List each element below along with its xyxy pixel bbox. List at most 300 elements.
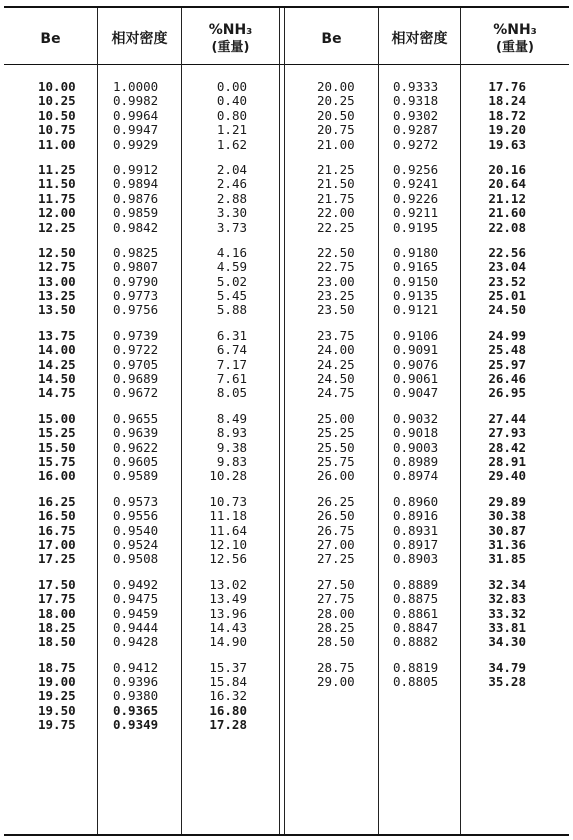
be-cell: 28.50 [317,634,355,650]
row-group [38,329,76,401]
be-cell: 26.75 [317,522,355,538]
nh3-cell: 25.48 [488,342,526,358]
density-cell: 0.9135 [393,288,439,304]
density-cell: 0.9947 [113,122,159,138]
row-group [317,412,355,484]
be-cell: 17.00 [38,536,76,552]
be-cell: 13.25 [38,288,76,304]
be-cell: 28.25 [317,619,355,635]
density-cell: 0.9333 [393,79,439,94]
be-cell: 21.50 [317,176,355,192]
nh3-cell: 6.74 [216,342,247,358]
row-group [207,578,247,650]
header-density-left [98,22,181,56]
nh3-cell: 23.52 [488,273,526,289]
nh3-cell: 19.20 [488,122,526,138]
nh3-cell: 34.79 [488,659,526,675]
header-nh3-line2: (重量) [211,40,250,55]
nh3-cell: 5.45 [216,288,247,304]
row-group [207,329,247,401]
density-cell: 0.9672 [113,385,159,401]
row-group [317,495,355,567]
row-group [486,495,526,567]
be-cell: 11.75 [38,190,76,206]
nh3-cell: 11.64 [209,522,247,538]
density-cell: 0.9475 [113,591,159,607]
density-cell: 0.9773 [113,288,159,304]
nh3-cell: 5.02 [216,273,247,289]
column-nh3-left [207,80,247,744]
nh3-cell: 31.85 [488,551,526,567]
row-group [113,495,158,567]
row-group [393,495,438,567]
row-group [486,80,526,152]
be-cell: 18.75 [38,659,76,675]
header-nh3-line2: (重量) [496,40,534,55]
density-cell: 0.9032 [393,410,439,426]
nh3-cell: 24.99 [488,327,526,343]
header-be-left [4,22,97,56]
be-cell: 27.00 [317,536,355,552]
density-cell: 0.8931 [393,522,439,538]
be-cell: 20.50 [317,107,355,123]
row-group [38,495,76,567]
header-nh3-right [461,22,569,56]
density-cell: 0.9859 [113,205,159,221]
be-cell: 17.50 [38,576,76,592]
be-cell: 15.75 [38,453,76,469]
nh3-cell: 29.89 [488,493,526,509]
nh3-cell: 28.91 [488,453,526,469]
header-be-label: Be [321,30,342,47]
nh3-cell: 35.28 [488,674,526,690]
nh3-cell: 12.10 [209,536,247,552]
nh3-cell: 3.30 [216,205,247,221]
be-cell: 18.25 [38,619,76,635]
nh3-cell: 8.93 [216,425,247,441]
nh3-cell: 21.60 [488,205,526,221]
density-cell: 0.9459 [113,605,159,621]
density-cell: 0.9091 [393,342,439,358]
be-cell: 15.00 [38,410,76,426]
nh3-cell: 1.62 [216,136,247,152]
density-cell: 1.0000 [113,79,159,94]
density-cell: 0.8903 [393,551,439,567]
divider-left-2 [181,8,182,834]
density-cell: 0.9318 [393,93,439,109]
be-cell: 24.00 [317,342,355,358]
nh3-cell: 31.36 [488,536,526,552]
be-cell: 13.50 [38,302,76,318]
be-cell: 15.25 [38,425,76,441]
be-cell: 25.75 [317,453,355,469]
nh3-cell: 15.84 [209,674,247,690]
row-group [207,412,247,484]
nh3-cell: 34.30 [488,634,526,650]
density-cell: 0.9121 [393,302,439,318]
density-cell: 0.8974 [393,468,439,484]
density-cell: 0.8960 [393,493,439,509]
density-cell: 0.9790 [113,273,159,289]
nh3-cell: 14.90 [209,634,247,650]
nh3-cell: 25.97 [488,356,526,372]
nh3-cell: 2.88 [216,190,247,206]
center-divider-a [279,8,280,834]
row-group [38,578,76,650]
be-cell: 23.00 [317,273,355,289]
nh3-cell: 33.32 [488,605,526,621]
be-cell: 21.25 [317,161,355,177]
be-cell: 22.75 [317,259,355,275]
nh3-cell: 18.24 [488,93,526,109]
nh3-cell: 9.38 [216,439,247,455]
density-cell: 0.9444 [113,619,159,635]
density-cell: 0.9982 [113,93,159,109]
header-nh3-line1: %NH₃ [493,22,537,38]
divider-left-1 [97,8,98,834]
bottom-rule [4,834,569,836]
nh3-cell: 5.88 [216,302,247,318]
nh3-cell: 12.56 [209,551,247,567]
nh3-cell: 27.44 [488,410,526,426]
nh3-cell: 0.00 [216,79,247,94]
column-be-right [317,80,355,700]
density-cell: 0.9061 [393,371,439,387]
density-cell: 0.8875 [393,591,439,607]
header-density-right [379,22,460,56]
row-group [113,80,158,152]
row-group [393,80,438,152]
nh3-cell: 10.28 [209,468,247,484]
density-cell: 0.9825 [113,244,159,260]
density-cell: 0.9589 [113,468,159,484]
density-cell: 0.9365 [113,702,159,718]
density-cell: 0.9876 [113,190,159,206]
be-cell: 11.00 [38,136,76,152]
header-be-label: Be [40,30,61,47]
row-group [113,578,158,650]
be-cell: 13.75 [38,327,76,343]
be-cell: 17.25 [38,551,76,567]
be-cell: 20.75 [317,122,355,138]
nh3-cell: 22.56 [488,244,526,260]
nh3-cell: 20.16 [488,161,526,177]
header-density-label: 相对密度 [391,30,448,47]
be-cell: 26.00 [317,468,355,484]
density-cell: 0.9894 [113,176,159,192]
nh3-cell: 8.05 [216,385,247,401]
row-group [317,578,355,650]
density-cell: 0.9380 [113,688,159,704]
be-cell: 12.50 [38,244,76,260]
be-cell: 22.25 [317,219,355,235]
row-group [393,412,438,484]
be-cell: 19.00 [38,674,76,690]
be-cell: 23.75 [317,327,355,343]
density-cell: 0.9241 [393,176,439,192]
row-group [38,246,76,318]
be-cell: 18.00 [38,605,76,621]
density-cell: 0.8889 [393,576,439,592]
density-cell: 0.8882 [393,634,439,650]
nh3-cell: 21.12 [488,190,526,206]
be-cell: 22.50 [317,244,355,260]
nh3-cell: 13.96 [209,605,247,621]
nh3-cell: 7.17 [216,356,247,372]
density-cell: 0.9912 [113,161,159,177]
density-cell: 0.8861 [393,605,439,621]
density-cell: 0.9964 [113,107,159,123]
be-cell: 26.50 [317,508,355,524]
density-cell: 0.9047 [393,385,439,401]
be-cell: 17.75 [38,591,76,607]
nh3-cell: 28.42 [488,439,526,455]
be-cell: 16.75 [38,522,76,538]
density-cell: 0.9524 [113,536,159,552]
row-group [38,80,76,152]
row-group [317,329,355,401]
be-cell: 28.75 [317,659,355,675]
row-group [113,329,158,401]
header-nh3-line1: %NH₃ [208,22,253,38]
nh3-cell: 14.43 [209,619,247,635]
nh3-cell: 30.87 [488,522,526,538]
header-be-right [285,22,378,56]
nh3-cell: 9.83 [216,453,247,469]
nh3-cell: 29.40 [488,468,526,484]
row-group [317,661,355,690]
density-cell: 0.9165 [393,259,439,275]
row-group [38,412,76,484]
nh3-cell: 4.16 [216,244,247,260]
nh3-cell: 3.73 [216,219,247,235]
density-cell: 0.9605 [113,453,159,469]
nh3-cell: 0.80 [216,107,247,123]
density-cell: 0.8805 [393,674,439,690]
density-cell: 0.8819 [393,659,439,675]
be-cell: 24.25 [317,356,355,372]
density-cell: 0.8989 [393,453,439,469]
row-group [38,661,76,733]
be-cell: 14.75 [38,385,76,401]
be-cell: 29.00 [317,674,355,690]
density-cell: 0.9396 [113,674,159,690]
row-group [486,661,526,690]
density-cell: 0.9756 [113,302,159,318]
density-cell: 0.9195 [393,219,439,235]
be-cell: 23.50 [317,302,355,318]
nh3-cell: 26.95 [488,385,526,401]
be-cell: 10.75 [38,122,76,138]
row-group [207,163,247,235]
header-nh3-left [182,22,279,56]
nh3-cell: 27.93 [488,425,526,441]
be-cell: 14.00 [38,342,76,358]
be-cell: 27.75 [317,591,355,607]
nh3-cell: 24.50 [488,302,526,318]
row-group [317,246,355,318]
nh3-cell: 15.37 [209,659,247,675]
density-cell: 0.9556 [113,508,159,524]
nh3-cell: 10.73 [209,493,247,509]
row-group [317,80,355,152]
density-cell: 0.8847 [393,619,439,635]
density-cell: 0.9492 [113,576,159,592]
nh3-cell: 13.02 [209,576,247,592]
be-cell: 18.50 [38,634,76,650]
be-cell: 14.25 [38,356,76,372]
nh3-cell: 16.80 [209,702,247,718]
column-density-left [113,80,158,744]
density-cell: 0.9018 [393,425,439,441]
be-cell: 23.25 [317,288,355,304]
nh3-cell: 33.81 [488,619,526,635]
density-cell: 0.8917 [393,536,439,552]
be-cell: 25.50 [317,439,355,455]
header-rule [4,64,569,65]
row-group [113,661,158,733]
density-cell: 0.9655 [113,410,159,426]
nh3-cell: 26.46 [488,371,526,387]
density-cell: 0.9508 [113,551,159,567]
density-cell: 0.8916 [393,508,439,524]
row-group [393,578,438,650]
be-cell: 12.00 [38,205,76,221]
density-cell: 0.9639 [113,425,159,441]
density-cell: 0.9003 [393,439,439,455]
density-cell: 0.9739 [113,327,159,343]
nh3-cell: 0.40 [216,93,247,109]
be-cell: 27.25 [317,551,355,567]
nh3-cell: 23.04 [488,259,526,275]
center-divider-b [284,8,285,834]
row-group [486,578,526,650]
density-cell: 0.9272 [393,136,439,152]
density-cell: 0.9302 [393,107,439,123]
be-cell: 11.50 [38,176,76,192]
be-cell: 16.00 [38,468,76,484]
nh3-cell: 32.34 [488,576,526,592]
density-cell: 0.9573 [113,493,159,509]
be-cell: 13.00 [38,273,76,289]
header-density-label: 相对密度 [111,30,168,47]
density-cell: 0.9349 [113,717,159,733]
be-cell: 25.00 [317,410,355,426]
density-cell: 0.9150 [393,273,439,289]
row-group [207,80,247,152]
be-cell: 12.75 [38,259,76,275]
row-group [113,412,158,484]
density-cell: 0.9807 [113,259,159,275]
density-cell: 0.9076 [393,356,439,372]
be-cell: 19.50 [38,702,76,718]
be-cell: 16.50 [38,508,76,524]
be-cell: 25.25 [317,425,355,441]
be-cell: 12.25 [38,219,76,235]
be-cell: 21.00 [317,136,355,152]
nh3-cell: 6.31 [216,327,247,343]
row-group [207,246,247,318]
be-cell: 24.50 [317,371,355,387]
nh3-cell: 8.49 [216,410,247,426]
be-cell: 15.50 [38,439,76,455]
density-cell: 0.9929 [113,136,159,152]
be-cell: 28.00 [317,605,355,621]
nh3-cell: 17.28 [209,717,247,733]
nh3-cell: 18.72 [488,107,526,123]
nh3-cell: 4.59 [216,259,247,275]
row-group [486,412,526,484]
top-rule [4,6,569,8]
row-group [486,329,526,401]
density-cell: 0.9256 [393,161,439,177]
density-cell: 0.9180 [393,244,439,260]
row-group [317,163,355,235]
nh3-cell: 7.61 [216,371,247,387]
column-nh3-right [486,80,526,700]
be-cell: 20.25 [317,93,355,109]
density-cell: 0.9622 [113,439,159,455]
density-cell: 0.9287 [393,122,439,138]
be-cell: 21.75 [317,190,355,206]
be-cell: 27.50 [317,576,355,592]
row-group [393,246,438,318]
be-cell: 16.25 [38,493,76,509]
row-group [38,163,76,235]
density-cell: 0.9106 [393,327,439,343]
nh3-cell: 13.49 [209,591,247,607]
nh3-cell: 22.08 [488,219,526,235]
density-cell: 0.9211 [393,205,439,221]
density-cell: 0.9842 [113,219,159,235]
row-group [113,163,158,235]
nh3-cell: 11.18 [209,508,247,524]
row-group [486,163,526,235]
density-cell: 0.9412 [113,659,159,675]
density-cell: 0.9226 [393,190,439,206]
row-group [207,495,247,567]
density-cell: 0.9689 [113,371,159,387]
nh3-cell: 30.38 [488,508,526,524]
be-cell: 19.25 [38,688,76,704]
column-be-left [38,80,76,744]
nh3-cell: 32.83 [488,591,526,607]
density-cell: 0.9540 [113,522,159,538]
divider-right-1 [378,8,379,834]
be-cell: 22.00 [317,205,355,221]
column-density-right [393,80,438,700]
be-cell: 10.50 [38,107,76,123]
be-cell: 20.00 [317,79,355,94]
be-cell: 24.75 [317,385,355,401]
row-group [486,246,526,318]
nh3-cell: 16.32 [209,688,247,704]
row-group [393,329,438,401]
nh3-cell: 1.21 [216,122,247,138]
be-cell: 19.75 [38,717,76,733]
be-cell: 11.25 [38,161,76,177]
nh3-cell: 20.64 [488,176,526,192]
row-group [393,163,438,235]
be-cell: 10.00 [38,79,76,94]
nh3-cell: 2.46 [216,176,247,192]
be-cell: 26.25 [317,493,355,509]
nh3-cell: 17.76 [488,79,526,94]
nh3-cell: 19.63 [488,136,526,152]
divider-right-2 [460,8,461,834]
nh3-cell: 25.01 [488,288,526,304]
nh3-cell: 2.04 [216,161,247,177]
